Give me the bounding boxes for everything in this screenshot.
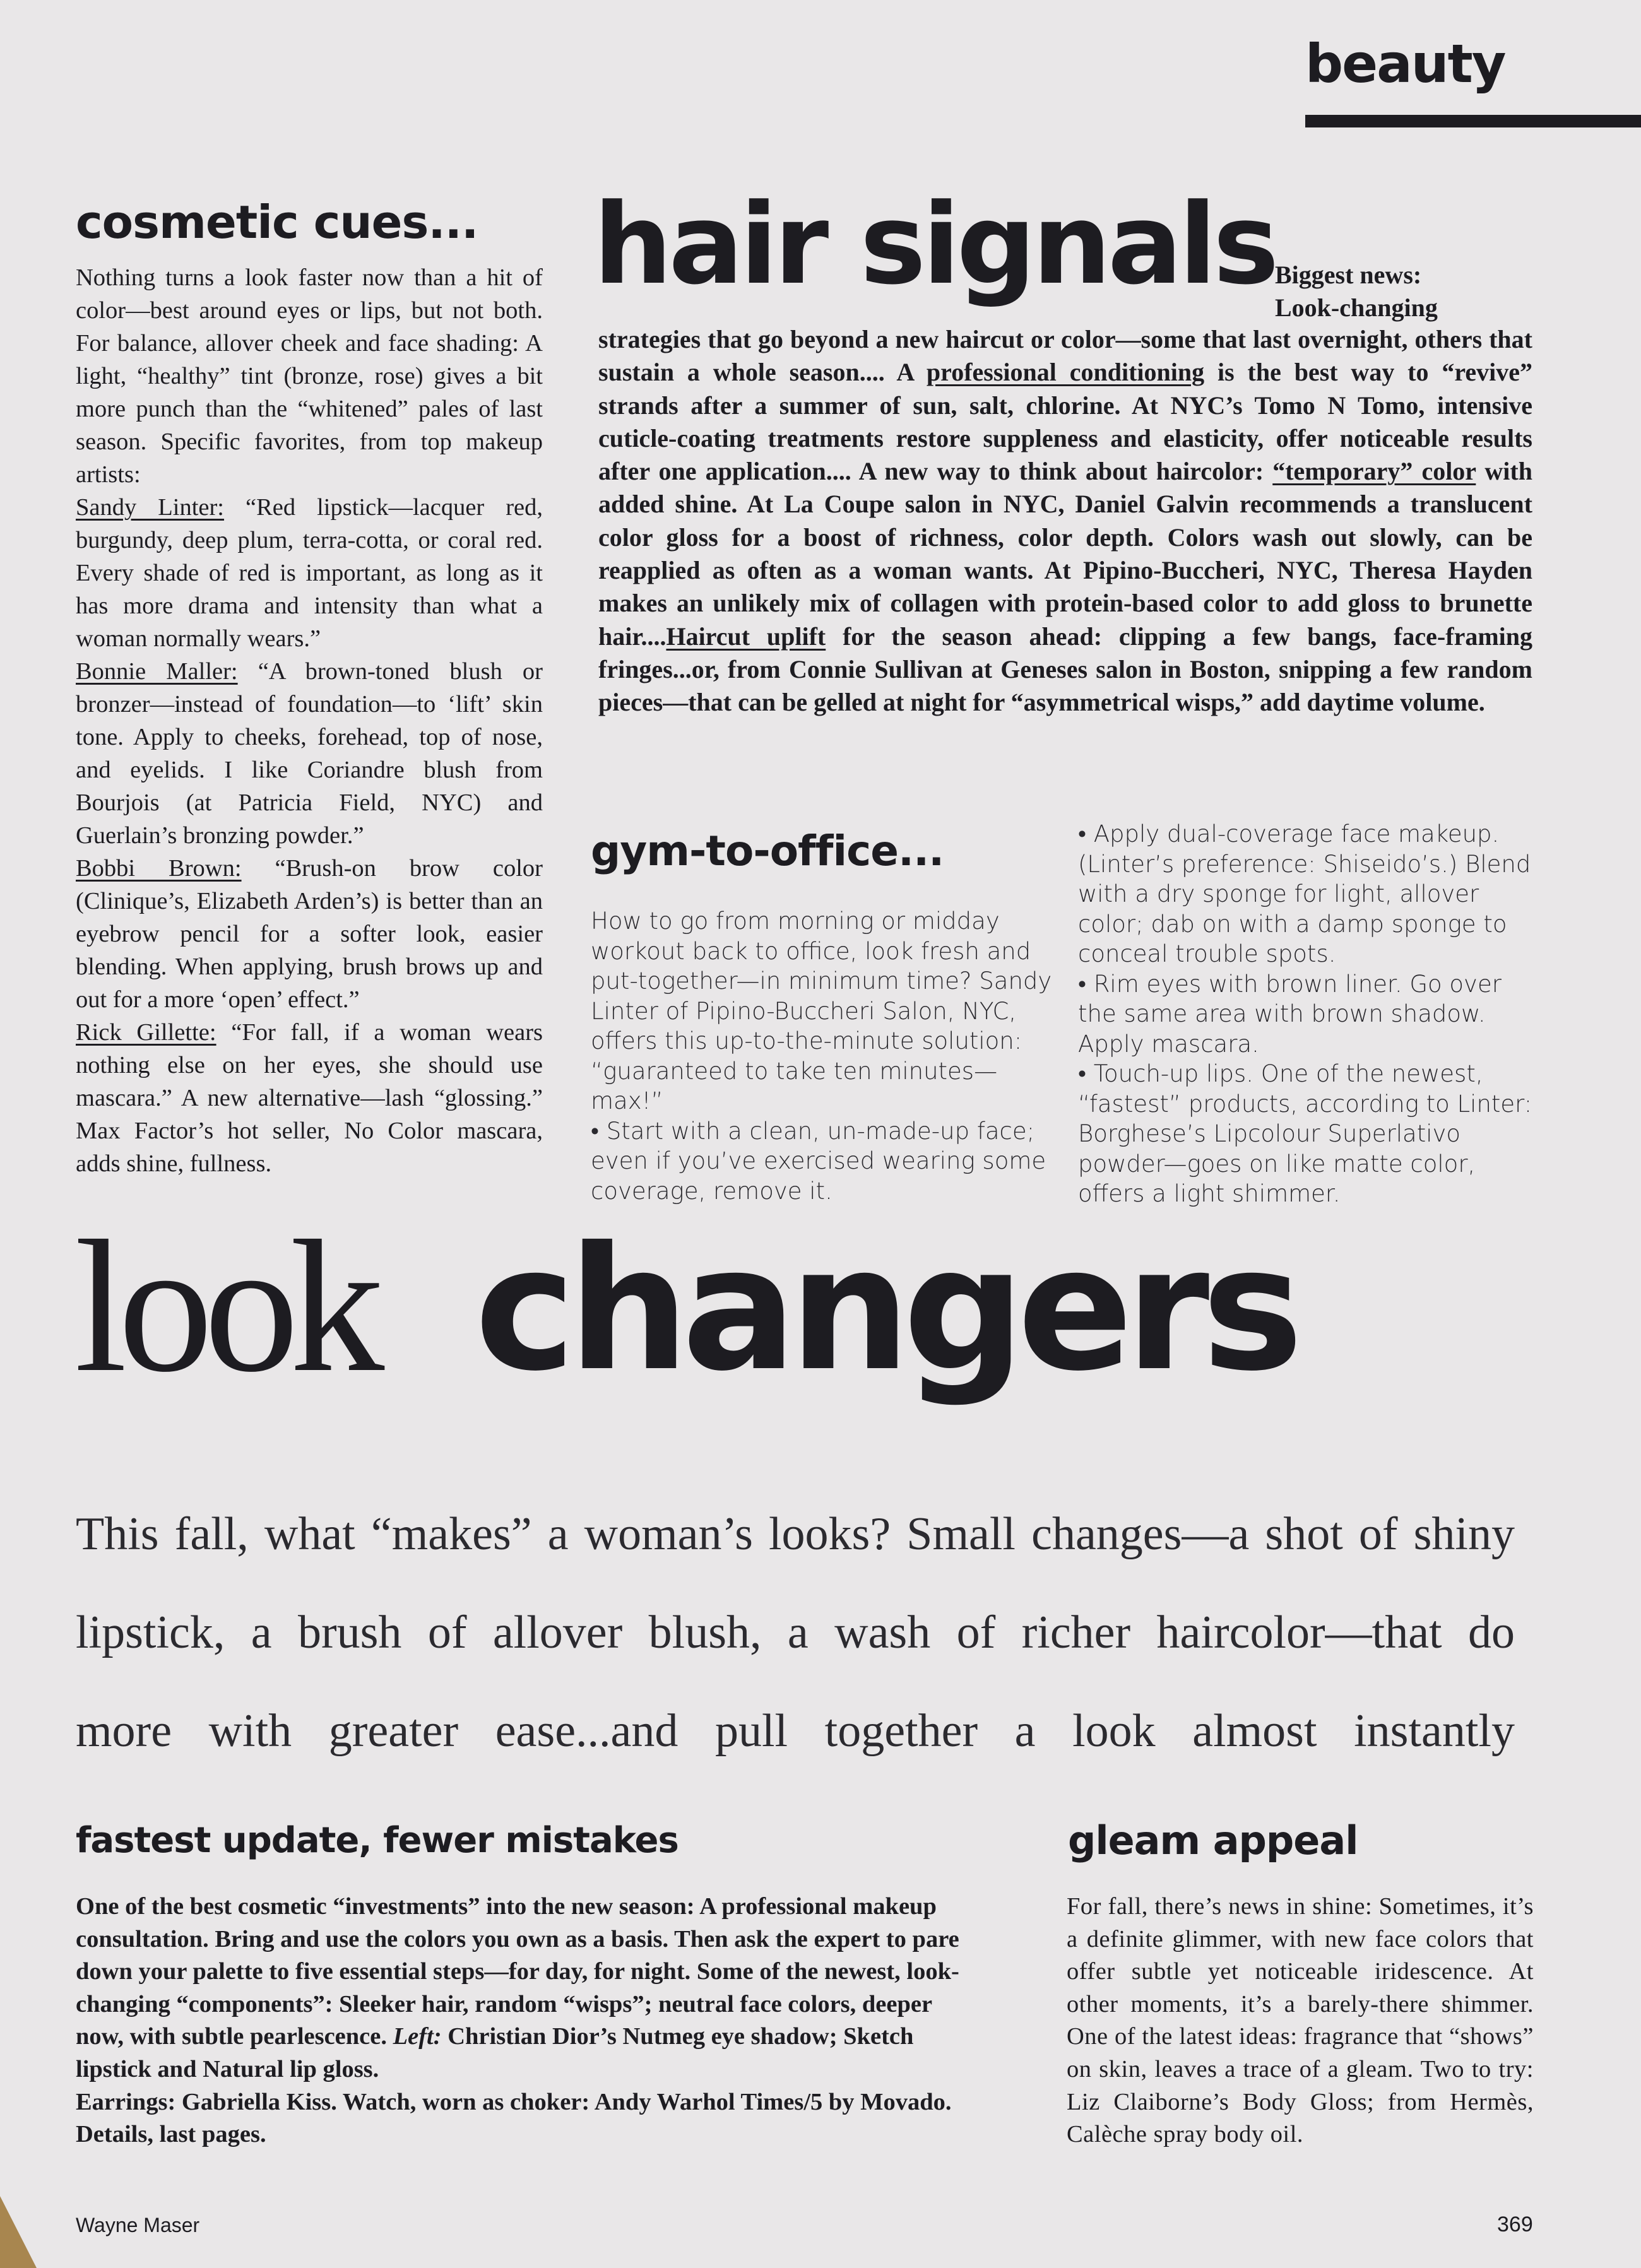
section-label: beauty <box>1305 33 1505 95</box>
hair-text: strategies that go beyond a new haircut or color—some that last overnight, others that sustain a whole season.... A <box>598 325 1532 387</box>
hair-signals-lead: Biggest news: Look-changing <box>1275 261 1438 322</box>
gym-intro: How to go from morning or midday workout back to office, look fresh and put-together—in minimum time? Sandy Linter of Pipino-Buccheri Salon, NYC, offers this up-to-the-minute solution: “guaranteed to take ten minutes—max!” <box>591 907 1052 1114</box>
page-corner-shadow <box>0 2196 37 2268</box>
gym-step: • Touch-up lips. One of the newest, “fastest” products, according to Linter: Borghese’s Lipcolour Superlativo powder—goes on like matte color, offers a light shimmer. <box>1078 1060 1532 1207</box>
gym-step: • Rim eyes with brown liner. Go over the same area with brown shadow. Apply mascara. <box>1078 970 1502 1058</box>
fastest-update-heading: fastest update, fewer mistakes <box>76 1820 678 1861</box>
hair-text: is the best way to “revive” strands after a summer of sun, salt, chlorine. At NYC’s Tomo N Tomo, intensive cuticle-coating treatments restore suppleness and elasticity, offer noticeable results after one application.... A new way to think about haircolor: <box>598 358 1532 486</box>
gym-to-office-column-2 <box>1078 819 1545 1209</box>
photo-credit: Wayne Maser <box>76 2214 200 2236</box>
hair-keyword: Haircut uplift <box>666 622 826 651</box>
cosmetic-cues-heading: cosmetic cues... <box>76 196 478 249</box>
gym-step: • Apply dual-coverage face makeup. (Linter’s preference: Shiseido’s.) Blend with a dry sponge for light, allover color; dab on with a damp sponge to conceal trouble spots. <box>1078 820 1531 967</box>
cosmetic-cues-body <box>76 261 543 1180</box>
quote-bobbi-brown <box>76 852 543 1016</box>
quote-text: “A brown-toned blush or bronzer—instead of foundation—to ‘lift’ skin tone. Apply to cheeks, forehead, top of nose, and eyelids. I like Coriandre blush from Bourjois (at Patricia Field, NYC) and Guerlain’s bronzing powder.” <box>76 658 543 849</box>
fastest-text: Christian Dior’s Nutmeg eye shadow; Sketch lipstick and Natural lip gloss. <box>76 2023 914 2082</box>
gym-to-office-heading: gym-to-office... <box>591 827 944 875</box>
quote-author: Bobbi Brown: <box>76 855 242 882</box>
section-rule <box>1305 115 1641 127</box>
quote-sandy-linter <box>76 491 543 655</box>
hair-text: for the season ahead: clipping a few bangs, face-framing fringes...or, from Connie Sullivan at Geneses salon in Boston, snipping a few random pieces—that can be gelled at night for “asymmetrical wisps,” add daytime volume. <box>598 622 1533 717</box>
deck-line: lipstick, a brush of allover blush, a wash of richer haircolor—that do <box>76 1607 1515 1658</box>
quote-text: “Brush-on brow color (Clinique’s, Elizabeth Arden’s) is better than an eyebrow pencil for a softer look, easier blending. When applying, brush brows up and out for a more ‘open’ effect.” <box>76 855 543 1013</box>
headline-light-word: look <box>74 1202 376 1411</box>
page-number: 369 <box>1497 2212 1533 2236</box>
gym-step: • Start with a clean, un-made-up face; even if you’ve exercised wearing some coverage, remove it. <box>591 1117 1046 1205</box>
cosmetic-cues-intro: Nothing turns a look faster now than a hit of color—best around eyes or lips, but not both. For balance, allover cheek and face shading: A light, “healthy” tint (bronze, rose) gives a bit more punch than the “whitened” pales of last season. Specific favorites, from top makeup artists: <box>76 264 543 488</box>
hair-signals-body <box>598 323 1532 719</box>
fastest-text: One of the best cosmetic “investments” into the new season: A professional makeup consultation. Bring and use the colors you own as a basis. Then ask the expert to pare down your palette to five essential steps—for day, for night. Some of the newest, look-changing “components”: Sleeker hair, random “wisps”; neutral face colors, deeper now, with subtle pearlescence. <box>76 1893 959 2050</box>
hair-keyword: professional conditioning <box>926 358 1205 387</box>
left-label: Left: <box>393 2023 442 2050</box>
gleam-appeal-heading: gleam appeal <box>1068 1817 1358 1863</box>
quote-text: “For fall, if a woman wears nothing else on her eyes, she should use mascara.” A new alternative—lash “glossing.” Max Factor’s hot seller, No Color mascara, adds shine, fullness. <box>76 1019 543 1177</box>
headline-bold-word: changers <box>475 1210 1296 1409</box>
quote-bonnie-maller <box>76 655 543 852</box>
hair-signals-heading: hair signals <box>593 180 1276 309</box>
hair-keyword: “temporary” color <box>1272 457 1476 486</box>
quote-author: Rick Gillette: <box>76 1019 216 1046</box>
quote-rick-gillette <box>76 1016 543 1180</box>
deck-line: more with greater ease...and pull together a look almost instantly <box>76 1705 1515 1757</box>
fastest-update-credits: Earrings: Gabriella Kiss. Watch, worn as choker: Andy Warhol Times/5 by Movado. Details, last pages. <box>76 2088 952 2148</box>
fastest-update-body <box>76 1891 959 2151</box>
gleam-appeal-body: For fall, there’s news in shine: Sometimes, it’s a definite glimmer, with new face colors that offer subtle yet noticeable iridescence. At other moments, it’s a barely-there shimmer. One of the latest ideas: fragrance that “shows” on skin, leaves a trace of a gleam. Two to try: Liz Claiborne’s Body Gloss; from Hermès, Calèche spray body oil. <box>1067 1893 1534 2148</box>
quote-author: Bonnie Maller: <box>76 658 238 685</box>
quote-text: “Red lipstick—lacquer red, burgundy, deep plum, terra-cotta, or coral red. Every shade of red is important, as long as it has more drama and intensity than what a woman normally wears.” <box>76 494 543 652</box>
hair-text: with added shine. At La Coupe salon in NYC, Daniel Galvin recommends a translucent color gloss for a boost of richness, color depth. Colors wash out slowly, can be reapplied as often as a woman wants. At Pipino-Buccheri, NYC, Theresa Hayden makes an unlikely mix of collagen with protein-based color to add gloss to brunette hair.... <box>598 457 1532 651</box>
deck-line: This fall, what “makes” a woman’s looks? Small changes—a shot of shiny <box>76 1508 1515 1560</box>
gym-to-office-column-1 <box>591 906 1061 1206</box>
fastest-update-text <box>76 1891 959 2086</box>
quote-author: Sandy Linter: <box>76 494 225 521</box>
